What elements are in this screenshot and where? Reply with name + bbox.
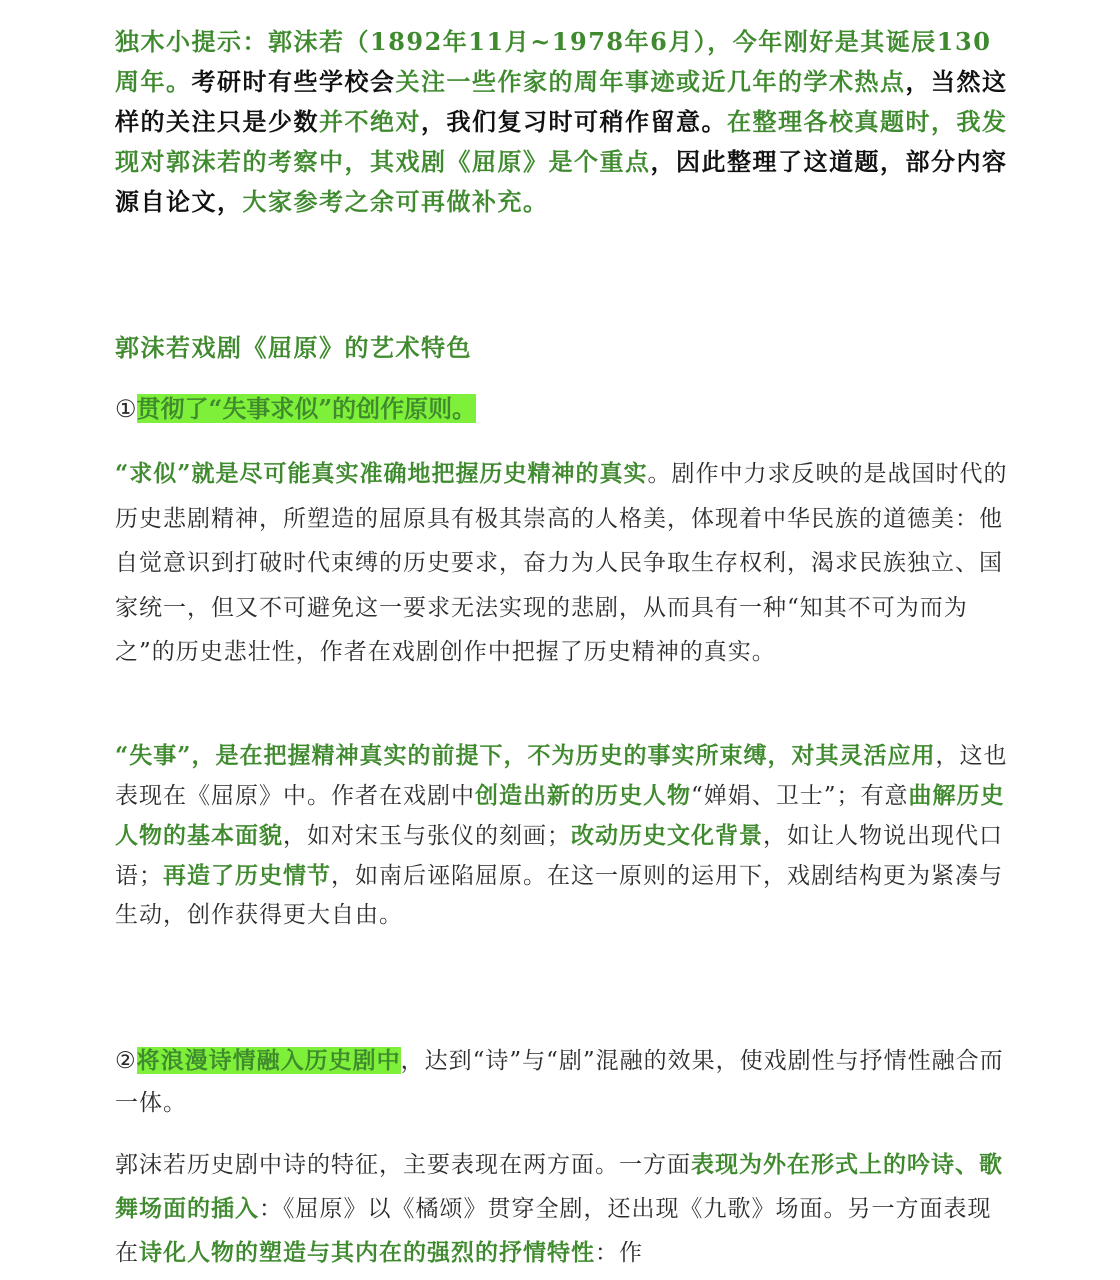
point-2-highlight: 将浪漫诗情融入历史剧中	[136, 1047, 401, 1074]
paragraph-text: “婵娟、卫士”；有意	[691, 783, 909, 809]
point-2-rest: ，达到“诗”与“剧”混融的效果，使戏剧性与抒情性融合而一体。	[115, 1048, 1004, 1116]
point-2-marker: ②	[115, 1048, 137, 1074]
tip-text: ，当然这样的关注只是少数	[115, 67, 1008, 136]
tip-emphasis: 在整理各校真题时，我发现对郭沫若的考察中，其戏剧《屈原》是个重点	[115, 107, 1008, 176]
tip-emphasis: 并不绝对	[319, 107, 421, 136]
tip-paragraph	[115, 22, 1010, 222]
tip-emphasis: 大家参考之余可再做补充。	[242, 187, 549, 216]
point-1-highlight: 贯彻了“失事求似”的创作原则。	[136, 394, 477, 423]
paragraph-poetry	[115, 1143, 1010, 1275]
paragraph-text: 。剧作中力求反映的是战国时代的历史悲剧精神，所塑造的屈原具有极其崇高的人格美，体现着中华民族的道德美：他自觉意识到打破时代束缚的历史要求，奋力为人民争取生存权利，渴求民族独立、国家统一，但又不可避免这一要求无法实现的悲剧，从而具有一种“知其不可为而为之”的历史悲壮性，作者在戏剧创作中把握了历史精神的真实。	[115, 461, 1008, 665]
paragraph-emphasis: 创造出新的历史人物	[475, 782, 691, 809]
paragraph-text: ：《屈原》以《橘颂》贯穿全剧，还出现《九歌》场面。另一方面表现在	[115, 1196, 992, 1266]
paragraph-emphasis: 再造了历史情节	[163, 862, 331, 889]
tip-intro: 独木小提示：郭沫若（1892年11月~1978年6月），今年刚好是其诞辰130周年。	[115, 27, 992, 96]
paragraph-text: ，这也表现在《屈原》中。作者在戏剧中	[115, 743, 1008, 809]
point-1-heading	[115, 390, 1010, 428]
paragraph-emphasis: “求似”就是尽可能真实准确地把握历史精神的真实	[115, 460, 648, 487]
paragraph-emphasis: “失事”，是在把握精神真实的前提下，不为历史的事实所束缚，对其灵活应用	[115, 742, 936, 769]
point-2-heading	[115, 1040, 1010, 1124]
tip-emphasis: 关注一些作家的周年事迹或近几年的学术热点	[395, 67, 906, 96]
paragraph-qiusi	[115, 452, 1010, 675]
paragraph-text: ，如对宋玉与张仪的刻画；	[283, 823, 571, 849]
paragraph-emphasis: 改动历史文化背景	[571, 822, 763, 849]
paragraph-text: ，如南后诬陷屈原。在这一原则的运用下，戏剧结构更为紧凑与生动，创作获得更大自由。	[115, 863, 1003, 928]
tip-text: ，因此整理了这道题，部分内容源自论文，	[115, 147, 1008, 216]
paragraph-text: ，如让人物说出现代口语；	[115, 823, 1003, 889]
paragraph-shishi	[115, 736, 1010, 935]
tip-text: ，我们复习时可稍作留意。	[421, 107, 727, 136]
point-1-marker: ①	[115, 395, 137, 423]
paragraph-emphasis: 诗化人物的塑造与其内在的强烈的抒情特性	[139, 1239, 595, 1266]
tip-text: 考研时有些学校会	[191, 67, 396, 96]
paragraph-emphasis: 曲解历史人物的基本面貌	[115, 782, 1005, 849]
paragraph-text: ：作	[595, 1240, 643, 1266]
paragraph-emphasis: 表现为外在形式上的吟诗、歌舞场面的插入	[115, 1151, 1003, 1222]
paragraph-text: 郭沫若历史剧中诗的特征，主要表现在两方面。一方面	[115, 1152, 691, 1178]
section-title: 郭沫若戏剧《屈原》的艺术特色	[115, 333, 472, 362]
